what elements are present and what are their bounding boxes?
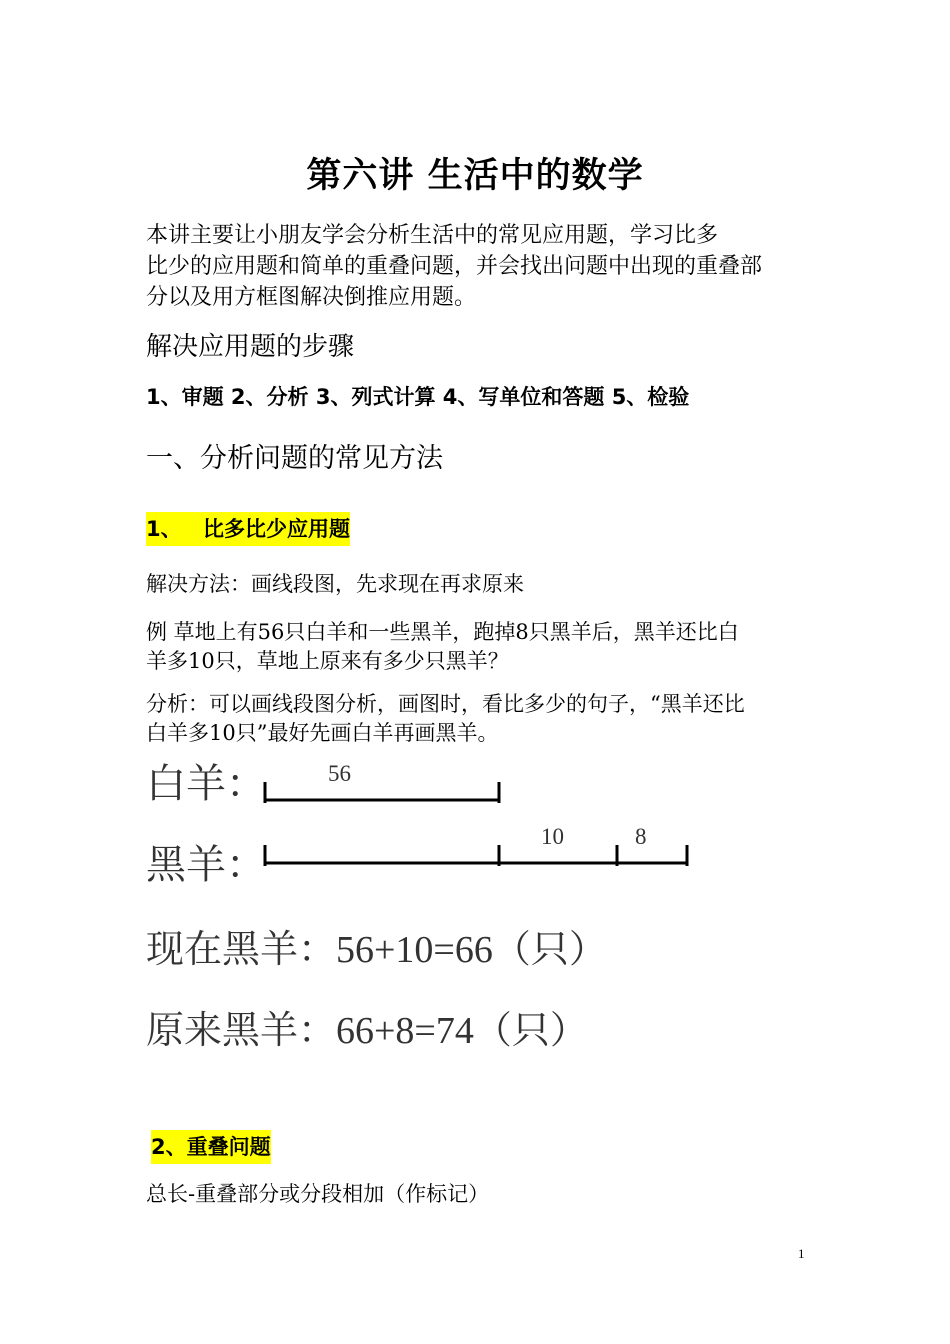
black-sheep-extra: 10 — [541, 824, 564, 849]
analysis-line: 分析：可以画线段图分析，画图时，看比多少的句子，“黑羊还比 — [146, 692, 745, 716]
page-number: 1 — [798, 1246, 805, 1261]
section1-number: 1、 — [146, 517, 182, 541]
section2-heading: 2、重叠问题 — [151, 1130, 271, 1164]
analysis-line: 白羊多10只”最好先画白羊再画黑羊。 — [146, 721, 499, 745]
section1-heading — [146, 512, 350, 546]
example-line: 羊多10只，草地上原来有多少只黑羊？ — [146, 649, 509, 673]
black-sheep-label: 黑羊： — [146, 842, 266, 887]
white-sheep-value: 56 — [328, 761, 351, 786]
example-line: 例 草地上有56只白羊和一些黑羊，跑掉8只黑羊后，黑羊还比白 — [146, 620, 739, 644]
overlap-text: 总长-重叠部分或分段相加（作标记） — [146, 1182, 490, 1206]
equation-now: 现在黑羊：56+10=66（只） — [146, 929, 607, 971]
black-sheep-ran: 8 — [635, 824, 647, 849]
steps-heading: 解决应用题的步骤 — [146, 332, 355, 362]
intro-line: 本讲主要让小朋友学会分析生活中的常见应用题，学习比多 — [146, 223, 719, 248]
page-title: 第六讲 生活中的数学 — [306, 156, 644, 196]
example-text — [146, 618, 739, 676]
intro-line: 比少的应用题和简单的重叠问题，并会找出问题中出现的重叠部 — [146, 254, 763, 279]
method-text: 解决方法：画线段图，先求现在再求原来 — [146, 572, 524, 596]
analysis-text — [146, 690, 745, 748]
intro-paragraph — [146, 220, 816, 313]
section1-label: 比多比少应用题 — [203, 517, 350, 541]
steps-list: 1、审题 2、分析 3、列式计算 4、写单位和答题 5、检验 — [146, 385, 690, 409]
intro-line: 分以及用方框图解决倒推应用题。 — [146, 285, 477, 310]
methods-heading: 一、分析问题的常见方法 — [146, 443, 443, 474]
line-segment-diagram — [140, 755, 700, 1055]
white-sheep-label: 白羊： — [146, 761, 266, 806]
equation-original: 原来黑羊：66+8=74（只） — [146, 1010, 588, 1052]
